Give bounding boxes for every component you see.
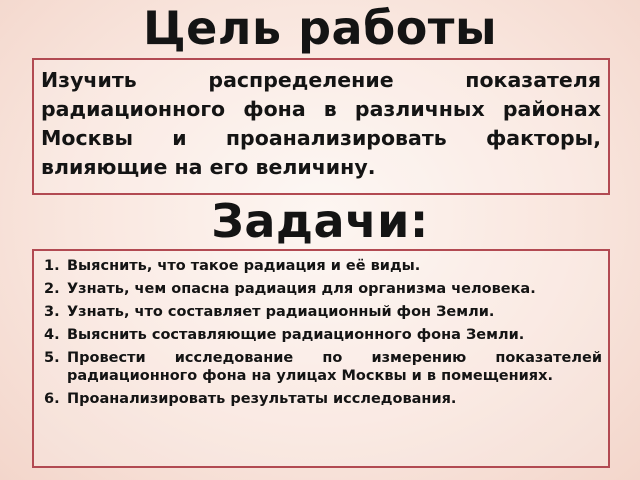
task-number: 2.: [44, 281, 60, 297]
task-item: [44, 303, 602, 321]
task-number: 6.: [44, 391, 60, 407]
task-item: [44, 280, 602, 298]
goal-heading: Цель работы: [142, 1, 498, 55]
tasks-box: [32, 249, 610, 468]
tasks-list: [44, 257, 602, 408]
task-item: [44, 390, 602, 408]
task-item: [44, 257, 602, 275]
goal-text: Изучить распределение показателя радиационного фона в различных районах Москвы и проанализировать факторы, влияющие на его величину.: [41, 68, 601, 179]
task-item: [44, 349, 602, 385]
task-number: 5.: [44, 350, 60, 366]
task-text: Узнать, чем опасна радиация для организма человека.: [67, 281, 536, 297]
tasks-heading: Задачи:: [211, 194, 429, 248]
task-text: Провести исследование по измерению показателей радиационного фона на улицах Москвы и в помещениях.: [67, 350, 602, 384]
task-text: Выяснить составляющие радиационного фона Земли.: [67, 327, 525, 343]
task-number: 1.: [44, 258, 60, 274]
goal-box: [32, 58, 610, 195]
task-text: Выяснить, что такое радиация и её виды.: [67, 258, 421, 274]
task-number: 3.: [44, 304, 60, 320]
task-text: Проанализировать результаты исследования.: [67, 391, 457, 407]
task-number: 4.: [44, 327, 60, 343]
task-text: Узнать, что составляет радиационный фон Земли.: [67, 304, 495, 320]
task-item: [44, 326, 602, 344]
